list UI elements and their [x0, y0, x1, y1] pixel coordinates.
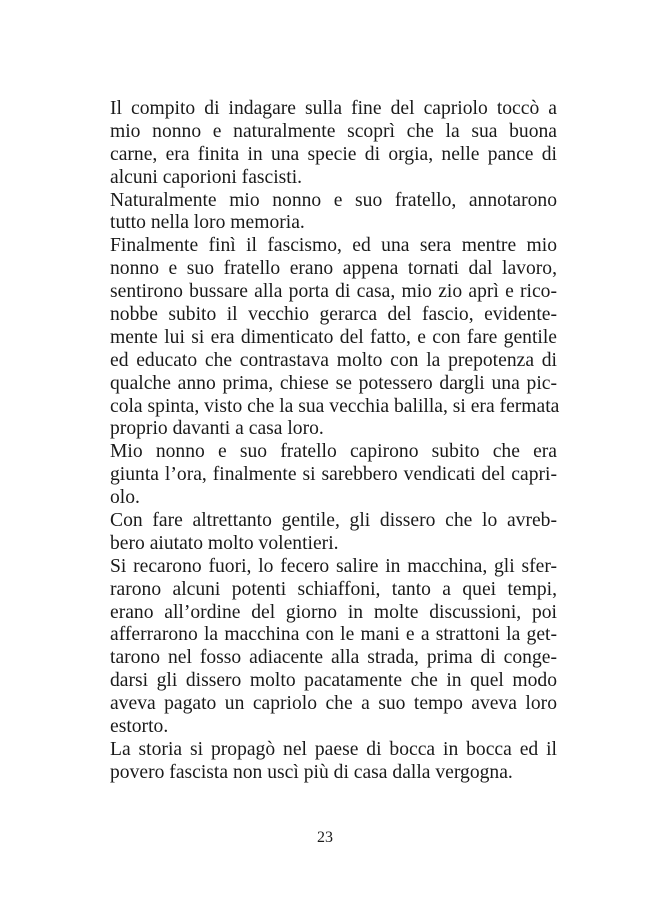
text-line: ed educato che contrastava molto con la prepotenza di	[110, 349, 557, 371]
text-line: mente lui si era dimenticato del fatto, e con fare gentile	[110, 326, 557, 348]
text-line: giunta l’ora, finalmente si sarebbero vendicati del capri-	[110, 464, 557, 486]
paragraph-7	[110, 739, 557, 785]
text-line: proprio davanti a casa loro.	[110, 418, 324, 440]
text-line: Con fare altrettanto gentile, gli dissero che lo avreb-	[110, 510, 557, 532]
text-line: darsi gli dissero molto pacatamente che in quel modo	[110, 670, 557, 692]
text-line: mio nonno e naturalmente scoprì che la sua buona	[110, 120, 557, 142]
text-line: povero fascista non uscì più di casa dalla vergogna.	[110, 761, 513, 783]
text-line: Finalmente finì il fascismo, ed una sera mentre mio	[110, 235, 557, 257]
paragraph-6	[110, 556, 557, 739]
text-line: estorto.	[110, 716, 169, 738]
text-line: olo.	[110, 487, 140, 509]
paragraph-5	[110, 510, 557, 556]
text-line: rarono alcuni potenti schiaffoni, tanto a quei tempi,	[110, 578, 557, 600]
text-line: Il compito di indagare sulla fine del capriolo toccò a	[110, 98, 557, 119]
text-line: afferrarono la macchina con le mani e a strattoni la get-	[110, 624, 557, 646]
page-number: 23	[317, 829, 333, 846]
text-line: nobbe subito il vecchio gerarca del fascio, evidente-	[110, 304, 557, 326]
text-line: nonno e suo fratello erano appena tornati dal lavoro,	[110, 258, 557, 280]
text-line: La storia si propagò nel paese di bocca in bocca ed il	[110, 738, 557, 760]
text-line: Si recarono fuori, lo fecero salire in macchina, gli sfer-	[110, 555, 557, 577]
paragraph-4	[110, 441, 557, 510]
paragraph-3	[110, 235, 560, 441]
text-line: qualche anno prima, chiese se potessero dargli una pic-	[110, 372, 557, 394]
text-line: sentirono bussare alla porta di casa, mio zio aprì e rico-	[110, 281, 557, 303]
text-line: Naturalmente mio nonno e suo fratello, annotarono	[110, 189, 557, 211]
text-line: tarono nel fosso adiacente alla strada, prima di conge-	[110, 647, 557, 669]
text-line: aveva pagato un capriolo che a suo tempo aveva loro	[110, 693, 557, 715]
body-text	[110, 98, 560, 785]
text-line: Mio nonno e suo fratello capirono subito che era	[110, 441, 557, 463]
text-line: cola spinta, visto che la sua vecchia balilla, si era fermata	[110, 395, 560, 417]
paragraph-2	[110, 190, 557, 236]
text-line: carne, era finita in una specie di orgia, nelle pance di	[110, 143, 557, 165]
paragraph-1	[110, 98, 557, 190]
text-line: tutto nella loro memoria.	[110, 212, 305, 234]
text-line: erano all’ordine del giorno in molte discussioni, poi	[110, 601, 557, 623]
text-line: alcuni caporioni fascisti.	[110, 166, 303, 188]
text-line: bero aiutato molto volentieri.	[110, 532, 339, 554]
